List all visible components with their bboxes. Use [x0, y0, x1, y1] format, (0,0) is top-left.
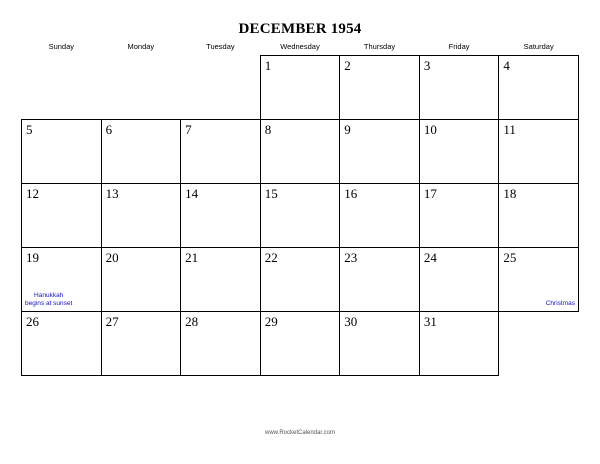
- day-number: 11: [503, 122, 516, 137]
- footer-credit: www.RocketCalendar.com: [264, 430, 336, 436]
- day-number: 17: [423, 186, 437, 201]
- calendar-week-row: [22, 120, 579, 184]
- calendar-day-cell[interactable]: [260, 120, 340, 184]
- day-number: 20: [105, 250, 119, 265]
- day-number: 28: [185, 314, 199, 329]
- day-number: 21: [185, 250, 199, 265]
- day-number: 29: [264, 314, 278, 329]
- calendar-day-cell[interactable]: [260, 248, 340, 312]
- calendar-cell-empty: [499, 312, 579, 376]
- calendar-day-cell[interactable]: [499, 184, 579, 248]
- weekday-thursday: Thursday: [363, 42, 396, 51]
- day-number: 1: [264, 58, 272, 73]
- day-number: 7: [185, 122, 192, 137]
- day-number: 31: [423, 314, 437, 329]
- day-event-label: Christmas: [545, 300, 575, 307]
- weekday-saturday: Saturday: [523, 42, 554, 51]
- calendar-day-cell[interactable]: [419, 312, 499, 376]
- day-number: 24: [423, 250, 437, 265]
- weekday-tuesday: Tuesday: [206, 42, 235, 52]
- calendar-day-cell[interactable]: [181, 248, 261, 312]
- day-number: 23: [344, 250, 358, 265]
- calendar-day-cell[interactable]: [101, 248, 181, 312]
- day-number: 26: [26, 314, 39, 329]
- day-number: 5: [26, 122, 33, 137]
- calendar-day-cell[interactable]: [260, 312, 340, 376]
- calendar-cell-empty: [181, 56, 261, 120]
- calendar-week-row: [22, 312, 579, 376]
- day-number: 19: [26, 250, 39, 265]
- calendar-day-cell[interactable]: [260, 184, 340, 248]
- day-number: 30: [344, 314, 358, 329]
- calendar-day-cell[interactable]: [340, 184, 420, 248]
- calendar-day-cell[interactable]: [499, 120, 579, 184]
- calendar-header: [22, 42, 579, 56]
- calendar-day-cell[interactable]: [419, 56, 499, 120]
- calendar-day-cell[interactable]: [101, 312, 181, 376]
- weekday-monday: Monday: [127, 42, 155, 52]
- calendar-day-cell[interactable]: [419, 184, 499, 248]
- calendar-day-cell[interactable]: [340, 248, 420, 312]
- calendar-day-cell[interactable]: [419, 120, 499, 184]
- day-event-label: Hanukkah begins at sunset: [25, 292, 73, 307]
- calendar-day-cell[interactable]: [419, 248, 499, 312]
- calendar-week-row: [22, 56, 579, 120]
- page-title: DECEMBER 1954: [238, 21, 362, 37]
- day-number: 12: [26, 186, 39, 201]
- calendar-table: [21, 42, 579, 376]
- calendar-cell-empty: [101, 56, 181, 120]
- calendar-day-cell[interactable]: [101, 120, 181, 184]
- day-number: 8: [264, 122, 272, 137]
- calendar-day-cell[interactable]: [22, 184, 102, 248]
- day-number: 2: [344, 58, 351, 73]
- day-number: 13: [105, 186, 119, 201]
- day-number: 16: [344, 186, 358, 201]
- weekday-friday: Friday: [448, 42, 470, 51]
- day-number: 15: [264, 186, 278, 201]
- calendar-day-cell[interactable]: [181, 184, 261, 248]
- calendar-day-cell[interactable]: [260, 56, 340, 120]
- calendar-week-row: [22, 184, 579, 248]
- day-number: 9: [344, 122, 351, 137]
- day-number: 27: [105, 314, 119, 329]
- day-number: 14: [185, 186, 199, 201]
- calendar-day-cell[interactable]: [22, 120, 102, 184]
- calendar-body: [22, 56, 579, 376]
- calendar-week-row: [22, 248, 579, 312]
- weekday-header-row: [22, 42, 579, 56]
- calendar-day-cell[interactable]: [181, 120, 261, 184]
- calendar-day-cell[interactable]: [499, 56, 579, 120]
- calendar-day-cell[interactable]: [22, 248, 102, 312]
- weekday-wednesday: Wednesday: [280, 42, 320, 51]
- calendar-day-cell[interactable]: [499, 248, 579, 312]
- day-number: 22: [264, 250, 278, 265]
- calendar-container: [21, 42, 579, 376]
- calendar-day-cell[interactable]: [340, 120, 420, 184]
- day-number: 4: [503, 58, 510, 73]
- weekday-sunday: Sunday: [48, 42, 74, 52]
- day-number: 10: [423, 122, 437, 137]
- day-number: 25: [503, 250, 517, 265]
- calendar-day-cell[interactable]: [340, 56, 420, 120]
- day-number: 18: [503, 186, 517, 201]
- calendar-cell-empty: [22, 56, 102, 120]
- calendar-day-cell[interactable]: [340, 312, 420, 376]
- calendar-day-cell[interactable]: [101, 184, 181, 248]
- calendar-day-cell[interactable]: [181, 312, 261, 376]
- day-number: 3: [423, 58, 431, 73]
- day-number: 6: [105, 122, 113, 137]
- calendar-day-cell[interactable]: [22, 312, 102, 376]
